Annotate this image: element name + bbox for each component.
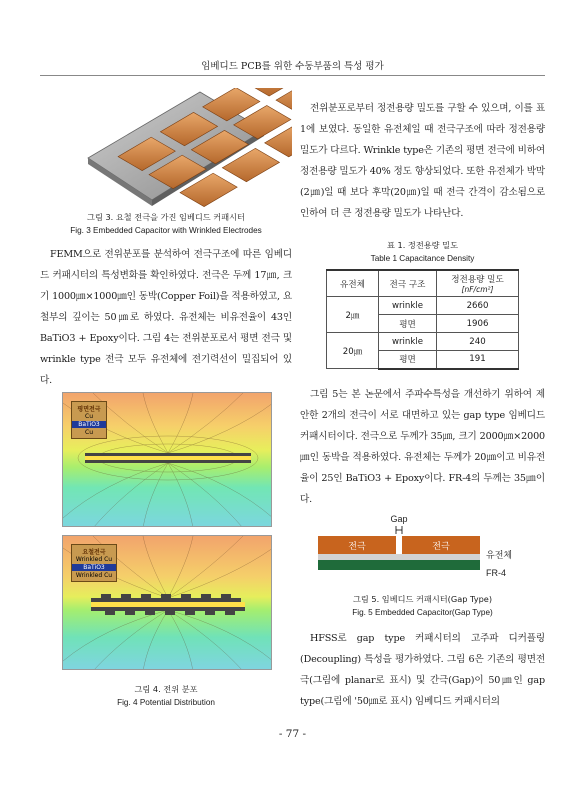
- cell-value: 1906: [437, 315, 519, 333]
- figure-5-caption-kr: 그림 5. 임베디드 커패시터(Gap Type): [352, 594, 493, 604]
- table-row: [327, 333, 519, 351]
- page-number: - 77 -: [278, 728, 307, 740]
- figure-3-caption-en: Fig. 3 Embedded Capacitor with Wrinkled Electrodes: [70, 226, 262, 235]
- header-density: [437, 270, 519, 297]
- electrode-right-label: 전극: [432, 542, 450, 552]
- wrinkled-legend-dielectric: BaTiO3: [72, 564, 116, 571]
- running-header: 임베디드 PCB를 위한 수동부품의 특성 평가: [40, 58, 545, 76]
- cell-dielectric-2um: 2㎛: [327, 297, 379, 333]
- wrinkled-legend: [71, 544, 117, 582]
- planar-legend-cu-bottom: Cu: [85, 429, 93, 436]
- table-1-caption-kr: 표 1. 정전용량 밀도: [387, 240, 458, 250]
- cell-structure: wrinkle: [379, 297, 437, 315]
- table-row: [327, 297, 519, 315]
- potential-plot-wrinkled: [62, 535, 272, 670]
- planar-legend-dielectric: BaTiO3: [72, 421, 106, 428]
- figure-5-image: [300, 512, 545, 592]
- planar-legend-title: 평면전극: [77, 406, 101, 413]
- figure-4-caption-kr: 그림 4. 전위 분포: [134, 684, 198, 694]
- capacitance-density-table: [326, 269, 519, 370]
- cell-structure: 평면: [379, 315, 437, 333]
- fr4-label: FR-4: [486, 568, 506, 578]
- cell-structure: wrinkle: [379, 333, 437, 351]
- right-paragraph-1: 전위분포로부터 정전용량 밀도를 구할 수 있으며, 이를 표 1에 보였다. 동일한 유전체일 때 전극구조에 따라 정전용량 밀도가 다르다. Wrinkle type은 기존의 평면 전극에 비하여 정전용량 밀도가 40% 정도 향상되었다. 또한 유전체가 박막(2㎛)일 때 보다 후막(20㎛)일 때 전극 간격이 감소됨으로 인하여 더 큰 정전용량 밀도가 나타난다.: [300, 103, 545, 219]
- table-header-row: [327, 270, 519, 297]
- electrode-pad: [276, 88, 292, 114]
- electrode-left-label: 전극: [348, 542, 366, 552]
- cell-value: 191: [437, 351, 519, 369]
- header-dielectric: 유전체: [327, 270, 379, 297]
- left-paragraph-1: FEMM으로 전위분포를 분석하여 전극구조에 따른 임베디드 커패시터의 특성변화를 확인하였다. 전극은 두께 17㎛, 크기 1000㎛×1000㎛인 동박(Copper Foil)을 적용하였고, 요철부의 깊이는 50㎛로 하였다. 유전체는 비유전율이 43인 BaTiO3 + Epoxy이다. 그림 4는 전위분포로서 평면 전극 및 wrinkle type 전극 모두 유전체에 전기력선이 밀집되어 있다.: [40, 249, 292, 386]
- cell-structure: 평면: [379, 351, 437, 369]
- right-paragraph-2: 그림 5는 본 논문에서 주파수특성을 개선하기 위하여 제안한 2개의 전극이 서로 대면하고 있는 gap type 임베디드 커패시터이다. 전극으로 두께가 35㎛, 크기 2000㎛×2000㎛인 동박을 적용하였다. 유전체는 두께가 20㎛이고 비유전율이 25인 BaTiO3 + Epoxy이다. FR-4의 두께는 35㎛이다.: [300, 389, 545, 505]
- cell-value: 240: [437, 333, 519, 351]
- potential-plot-planar: [62, 392, 272, 527]
- figure-3-image: [40, 88, 292, 208]
- dielectric-label: 유전체: [486, 551, 513, 561]
- figure-3-caption-kr: 그림 3. 요철 전극을 가진 임베디드 커패시터: [87, 212, 245, 222]
- figure-4-caption-en: Fig. 4 Potential Distribution: [117, 698, 215, 707]
- cell-dielectric-20um: 20㎛: [327, 333, 379, 369]
- right-paragraph-3: HFSS로 gap type 커패시터의 고주파 디커플링(Decoupling) 특성을 평가하였다. 그림 6은 기존의 평면전극(그림에 planar로 표시) 및 간극(Gap)이 50㎛인 gap type(그림에 '50㎛로 표시) 임베디드 커패시터의: [300, 633, 545, 707]
- header-structure: 전극 구조: [379, 270, 437, 297]
- gap-label: Gap: [390, 514, 408, 524]
- gap-capacitor-diagram: [300, 512, 545, 592]
- cell-value: 2660: [437, 297, 519, 315]
- embedded-capacitor-illustration: [40, 88, 292, 208]
- planar-legend-cu-top: Cu: [85, 413, 93, 420]
- header-density-label: 정전용량 밀도: [451, 275, 504, 285]
- table-1-caption-en: Table 1 Capacitance Density: [370, 254, 475, 263]
- wrinkled-legend-title: 요철전극: [82, 549, 106, 556]
- header-density-unit: [nF/cm²]: [461, 285, 494, 294]
- planar-legend: [71, 401, 107, 439]
- wrinkled-legend-cu-top: Wrinkled Cu: [75, 556, 113, 563]
- figure-5-caption-en: Fig. 5 Embedded Capacitor(Gap Type): [352, 608, 493, 617]
- wrinkled-legend-cu-bottom: Wrinkled Cu: [75, 572, 113, 579]
